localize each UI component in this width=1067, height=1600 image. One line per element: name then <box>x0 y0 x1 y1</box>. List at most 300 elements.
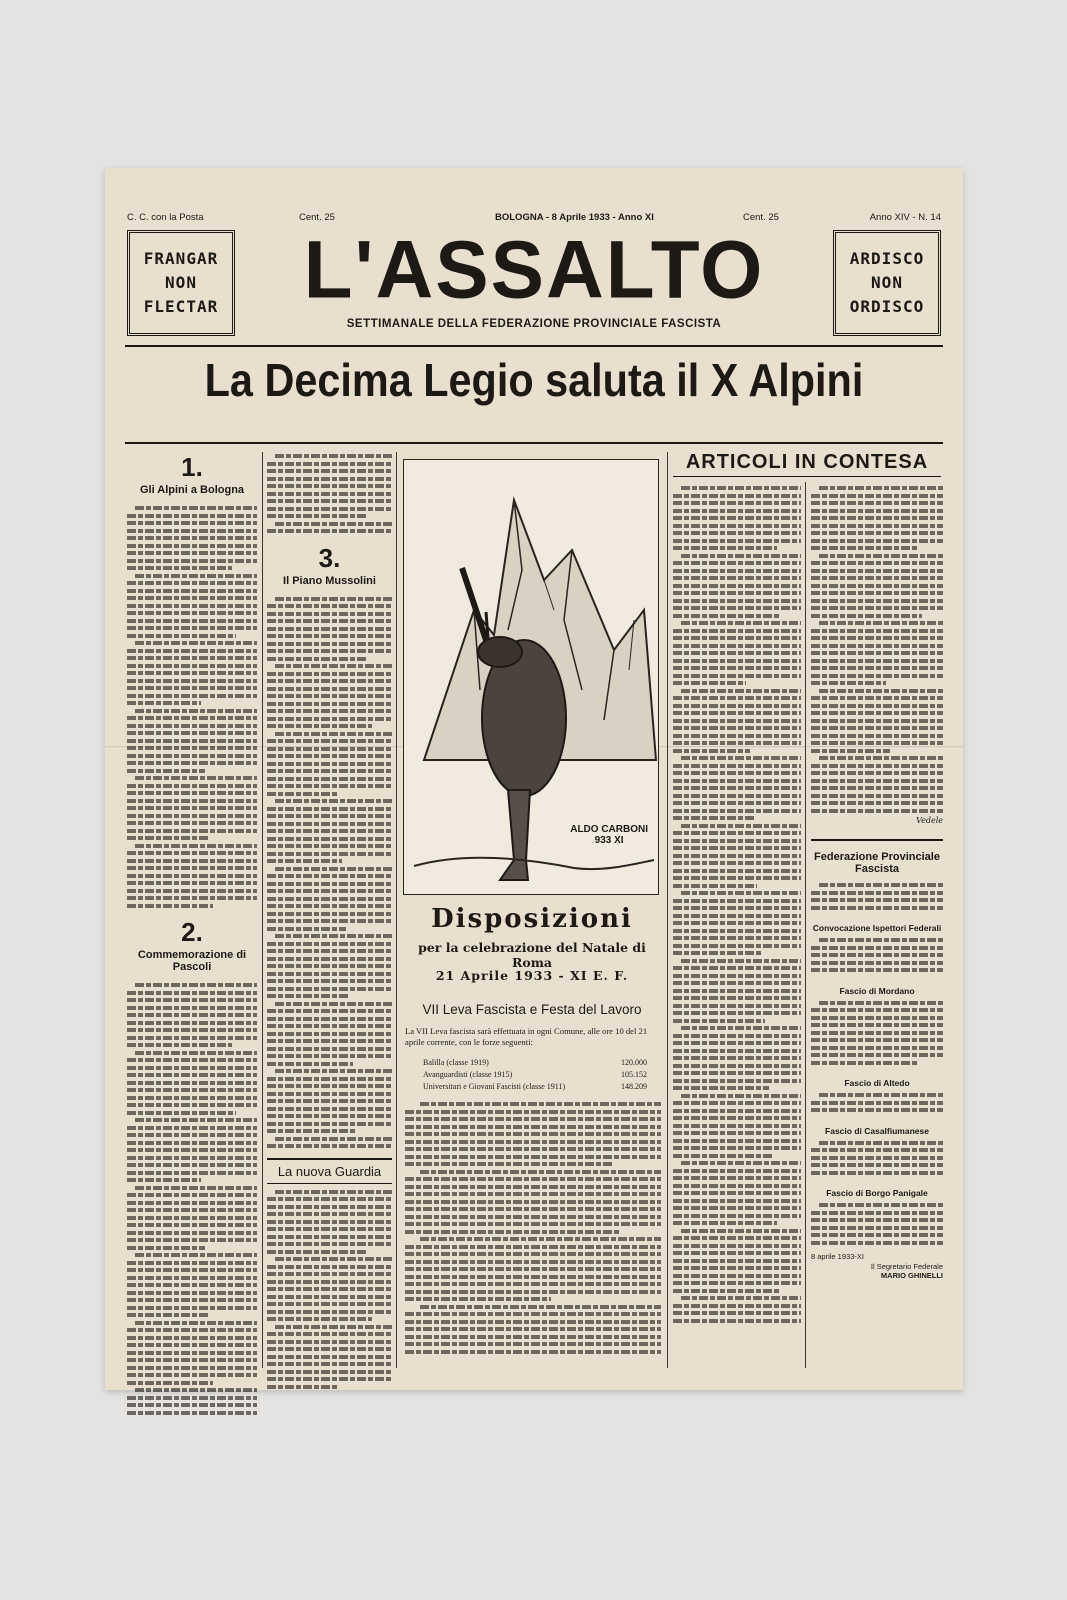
text-line <box>267 1287 392 1291</box>
box-title: La nuova Guardia <box>277 1163 382 1179</box>
column-rule <box>805 482 806 1368</box>
text-line <box>127 806 257 810</box>
text-line <box>405 1185 661 1189</box>
text-line <box>127 851 257 855</box>
text-line <box>275 1002 393 1006</box>
issue-number: Anno XIV - N. 14 <box>869 212 941 223</box>
text-line <box>673 711 801 715</box>
column-1 <box>127 452 257 1418</box>
text-line <box>681 824 801 828</box>
text-line <box>673 779 801 783</box>
text-line <box>127 626 257 630</box>
text-line <box>127 724 257 728</box>
text-line <box>673 1244 801 1248</box>
text-line <box>127 1298 257 1302</box>
text-line <box>267 1280 392 1284</box>
text-line <box>811 1171 943 1175</box>
text-line <box>681 1026 801 1030</box>
text-line <box>405 1110 661 1114</box>
text-line <box>127 1163 257 1167</box>
text-line <box>267 694 392 698</box>
text-line <box>405 1207 661 1211</box>
text-line <box>127 1403 257 1407</box>
text-line <box>267 649 392 653</box>
text-line <box>673 876 801 880</box>
text-line <box>267 477 392 481</box>
text-line <box>267 807 392 811</box>
text-line <box>673 1251 801 1255</box>
text-line <box>405 1297 551 1301</box>
text-line <box>127 889 257 893</box>
text-line <box>267 1295 392 1299</box>
text-line <box>673 524 801 528</box>
text-line <box>405 1282 661 1286</box>
text-line <box>811 1053 943 1057</box>
text-line <box>127 1171 257 1175</box>
article-body <box>127 983 257 1418</box>
text-line <box>127 671 257 675</box>
text-line <box>673 1289 781 1293</box>
text-line <box>420 1237 661 1241</box>
text-line <box>267 972 392 976</box>
text-line <box>811 809 943 813</box>
motto-right-line: ARDISCO <box>849 249 925 268</box>
text-line <box>267 1310 392 1314</box>
text-line <box>673 1274 801 1278</box>
text-line <box>811 1156 943 1160</box>
text-line <box>405 1245 661 1249</box>
text-line <box>673 906 801 910</box>
article-body <box>267 597 392 1152</box>
text-line <box>811 501 943 505</box>
text-line <box>811 734 943 738</box>
text-line <box>673 771 801 775</box>
text-line <box>811 681 886 685</box>
divider <box>125 442 943 444</box>
dateline: BOLOGNA - 8 Aprile 1933 - Anno XI <box>495 212 654 223</box>
text-line <box>811 636 943 640</box>
text-line <box>127 829 257 833</box>
text-line <box>681 486 801 490</box>
text-line <box>673 1214 801 1218</box>
text-line <box>275 597 393 601</box>
disposizioni-title: Disposizioni <box>431 904 633 934</box>
text-line <box>267 717 392 721</box>
text-line <box>127 1013 257 1017</box>
text-line <box>673 531 801 535</box>
text-line <box>267 994 350 998</box>
text-line <box>405 1230 620 1234</box>
article-body <box>811 1141 943 1179</box>
text-line <box>127 1366 257 1370</box>
text-line <box>673 719 801 723</box>
text-line <box>267 844 392 848</box>
forces-table <box>423 1057 647 1093</box>
text-line <box>673 1124 801 1128</box>
text-line <box>673 696 801 700</box>
text-line <box>267 1332 392 1336</box>
text-line <box>673 1266 801 1270</box>
text-line <box>420 1102 661 1106</box>
text-line <box>267 897 392 901</box>
masthead-subtitle: SETTIMANALE DELLA FEDERAZIONE PROVINCIALE FASCISTA <box>346 318 722 330</box>
text-line <box>127 881 257 885</box>
table-value: 148.209 <box>621 1082 647 1091</box>
text-line <box>267 657 368 661</box>
text-line <box>267 987 392 991</box>
text-line <box>267 1242 392 1246</box>
article-heading: Commemorazione di Pascoli <box>137 949 247 973</box>
column-rule <box>667 452 668 1368</box>
text-line <box>811 539 943 543</box>
text-line <box>811 961 943 965</box>
text-line <box>135 1186 257 1190</box>
text-line <box>405 1350 661 1354</box>
text-line <box>275 454 393 458</box>
article-body <box>811 486 943 816</box>
text-line <box>673 1101 801 1105</box>
text-line <box>127 1216 257 1220</box>
text-line <box>275 664 393 668</box>
text-line <box>673 636 801 640</box>
section-heading: Fascio di Casalfiumanese <box>825 1125 929 1136</box>
text-line <box>405 1177 661 1181</box>
text-line <box>819 486 943 490</box>
text-line <box>267 837 392 841</box>
text-line <box>267 507 392 511</box>
signature-name: ALDO CARBONI <box>570 824 648 835</box>
text-line <box>819 938 943 942</box>
text-line <box>811 674 943 678</box>
text-line <box>275 1257 393 1261</box>
text-line <box>681 621 801 625</box>
text-line <box>673 539 801 543</box>
text-line <box>135 1321 257 1325</box>
text-line <box>405 1267 661 1271</box>
text-line <box>267 702 392 706</box>
text-line <box>267 1265 392 1269</box>
text-line <box>673 704 801 708</box>
text-line <box>267 829 392 833</box>
text-line <box>275 1137 393 1141</box>
article-number: 2. <box>181 917 203 947</box>
text-line <box>673 981 801 985</box>
text-line <box>673 584 801 588</box>
alpine-illustration <box>403 459 659 895</box>
text-line <box>267 514 368 518</box>
motto-right <box>833 230 941 336</box>
text-line <box>127 649 257 653</box>
text-line <box>127 1238 257 1242</box>
text-line <box>811 946 943 950</box>
text-line <box>673 1236 801 1240</box>
text-line <box>267 1272 392 1276</box>
text-line <box>673 936 801 940</box>
text-line <box>127 791 257 795</box>
text-line <box>127 1066 257 1070</box>
text-line <box>673 809 801 813</box>
text-line <box>267 1017 392 1021</box>
text-line <box>811 644 943 648</box>
text-line <box>811 584 943 588</box>
text-line <box>127 1193 257 1197</box>
text-line <box>811 1226 943 1230</box>
text-line <box>673 801 801 805</box>
article-number: 1. <box>181 452 203 482</box>
text-line <box>673 1116 801 1120</box>
text-line <box>267 672 392 676</box>
text-line <box>267 709 392 713</box>
text-line <box>135 641 257 645</box>
text-line <box>267 792 338 796</box>
text-line <box>405 1200 661 1204</box>
text-line <box>267 874 392 878</box>
text-line <box>673 966 801 970</box>
article-body <box>405 1102 661 1357</box>
text-line <box>811 711 943 715</box>
article-body <box>811 1001 943 1069</box>
motto-right-line: NON <box>871 273 903 292</box>
text-line <box>811 1016 943 1020</box>
text-line <box>811 794 943 798</box>
text-line <box>673 764 801 768</box>
text-line <box>127 521 257 525</box>
text-line <box>267 927 346 931</box>
text-line <box>819 689 943 693</box>
text-line <box>819 883 943 887</box>
text-line <box>127 1021 257 1025</box>
signature-date: 933 XI <box>594 835 624 846</box>
text-line <box>267 499 392 503</box>
text-line <box>673 1004 801 1008</box>
text-line <box>673 846 801 850</box>
text-line <box>673 629 801 633</box>
text-line <box>267 1250 368 1254</box>
text-line <box>267 822 392 826</box>
articoli-heading: ARTICOLI IN CONTESA <box>685 451 929 473</box>
text-line <box>275 522 393 526</box>
text-line <box>127 761 257 765</box>
text-line <box>127 1276 257 1280</box>
text-line <box>811 1108 943 1112</box>
article-body <box>267 1190 392 1393</box>
text-line <box>127 566 232 570</box>
text-line <box>811 1163 943 1167</box>
masthead-title: L'ASSALTO <box>303 224 765 315</box>
text-line <box>267 739 392 743</box>
text-line <box>127 1058 257 1062</box>
text-line <box>267 1129 357 1133</box>
text-line <box>275 1069 393 1073</box>
motto-left <box>127 230 235 336</box>
text-line <box>673 1049 801 1053</box>
text-line <box>811 599 943 603</box>
text-line <box>819 621 943 625</box>
text-line <box>127 1313 209 1317</box>
price-left: Cent. 25 <box>299 212 335 223</box>
text-line <box>811 779 943 783</box>
text-line <box>127 1208 257 1212</box>
text-line <box>267 1099 392 1103</box>
motto-left-line: NON <box>165 273 197 292</box>
text-line <box>811 771 943 775</box>
text-line <box>673 1109 801 1113</box>
text-line <box>673 816 754 820</box>
text-line <box>673 749 750 753</box>
text-line <box>267 814 392 818</box>
text-line <box>135 776 257 780</box>
text-line <box>127 559 257 563</box>
text-line <box>811 591 943 595</box>
text-line <box>405 1140 661 1144</box>
disposizioni-date: 21 Aprile 1933 - XI E. F. <box>435 968 629 983</box>
text-line <box>267 1092 392 1096</box>
text-line <box>673 1019 765 1023</box>
text-line <box>673 1319 801 1323</box>
text-line <box>405 1327 661 1331</box>
text-line <box>811 891 943 895</box>
text-line <box>811 786 943 790</box>
text-line <box>673 1304 801 1308</box>
text-line <box>127 634 236 638</box>
text-line <box>127 1343 257 1347</box>
text-line <box>811 494 943 498</box>
text-line <box>267 762 392 766</box>
text-line <box>127 694 257 698</box>
text-line <box>673 1056 801 1060</box>
article-heading: Il Piano Mussolini <box>283 574 376 587</box>
text-line <box>811 968 943 972</box>
text-line <box>127 1396 257 1400</box>
text-line <box>819 1093 943 1097</box>
text-line <box>673 1184 801 1188</box>
section-heading: Fascio di Borgo Panigale <box>826 1188 928 1198</box>
text-line <box>267 904 392 908</box>
text-line <box>673 1071 801 1075</box>
text-line <box>267 1347 392 1351</box>
text-line <box>811 1061 918 1065</box>
nuova-guardia-box <box>267 1158 392 1184</box>
text-line <box>811 764 943 768</box>
text-line <box>127 1231 257 1235</box>
text-line <box>811 1008 943 1012</box>
text-line <box>135 709 257 713</box>
text-line <box>405 1117 661 1121</box>
text-line <box>267 1107 392 1111</box>
text-line <box>673 1206 801 1210</box>
text-line <box>267 462 392 466</box>
text-line <box>673 1169 801 1173</box>
text-line <box>673 1154 773 1158</box>
text-line <box>267 957 392 961</box>
text-line <box>267 1205 392 1209</box>
article-heading: Gli Alpini a Bologna <box>139 484 245 496</box>
article-body <box>811 1093 943 1116</box>
text-line <box>267 1024 392 1028</box>
text-line <box>673 921 801 925</box>
text-line <box>811 569 943 573</box>
table-label: Universitari e Giovani Fascisti (classe 1911) <box>423 1082 566 1091</box>
text-line <box>267 1009 392 1013</box>
text-line <box>127 739 257 743</box>
text-line <box>405 1147 661 1151</box>
text-line <box>673 996 801 1000</box>
text-line <box>405 1125 661 1129</box>
text-line <box>811 1241 943 1245</box>
text-line <box>127 1156 257 1160</box>
text-line <box>405 1275 661 1279</box>
text-line <box>127 731 257 735</box>
text-line <box>127 1073 257 1077</box>
text-line <box>127 1081 257 1085</box>
text-line <box>127 998 257 1002</box>
text-line <box>267 724 372 728</box>
text-line <box>267 1054 392 1058</box>
text-line <box>127 896 257 900</box>
text-line <box>267 1370 392 1374</box>
text-line <box>127 514 257 518</box>
text-line <box>267 1039 392 1043</box>
text-line <box>673 1191 801 1195</box>
artist-signature <box>570 824 648 846</box>
text-line <box>673 546 777 550</box>
text-line <box>673 614 781 618</box>
column-4 <box>673 486 801 1326</box>
text-line <box>673 644 801 648</box>
text-line <box>127 814 257 818</box>
text-line <box>267 889 392 893</box>
text-line <box>811 749 890 753</box>
text-line <box>681 1094 801 1098</box>
table-row <box>423 1057 647 1069</box>
article-body <box>673 486 801 1326</box>
text-line <box>127 1006 257 1010</box>
text-line <box>127 1148 257 1152</box>
disposizioni-body <box>405 1102 661 1357</box>
text-line <box>127 619 257 623</box>
text-line <box>127 664 257 668</box>
newspaper-page <box>105 168 963 1390</box>
table-label: Avanguardisti (classe 1915) <box>423 1070 513 1079</box>
text-line <box>673 1311 801 1315</box>
text-line <box>405 1215 661 1219</box>
text-line <box>673 1041 801 1045</box>
text-line <box>267 882 392 886</box>
text-line <box>811 1023 943 1027</box>
text-line <box>135 844 257 848</box>
text-line <box>405 1222 661 1226</box>
text-line <box>127 551 257 555</box>
footer-name: MARIO GHINELLI <box>880 1271 943 1281</box>
text-line <box>405 1162 612 1166</box>
text-line <box>127 1178 201 1182</box>
price-right: Cent. 25 <box>743 212 779 223</box>
text-line <box>673 1011 801 1015</box>
text-line <box>811 726 943 730</box>
text-line <box>673 914 801 918</box>
text-line <box>673 831 801 835</box>
text-line <box>127 1358 257 1362</box>
column-rule <box>262 452 263 1368</box>
text-line <box>267 754 392 758</box>
main-headline: La Decima Legio saluta il X Alpini <box>204 354 864 406</box>
article-body <box>811 938 943 976</box>
text-line <box>673 839 801 843</box>
text-line <box>127 1373 257 1377</box>
text-line <box>673 606 801 610</box>
text-line <box>275 1325 393 1329</box>
text-line <box>673 674 801 678</box>
